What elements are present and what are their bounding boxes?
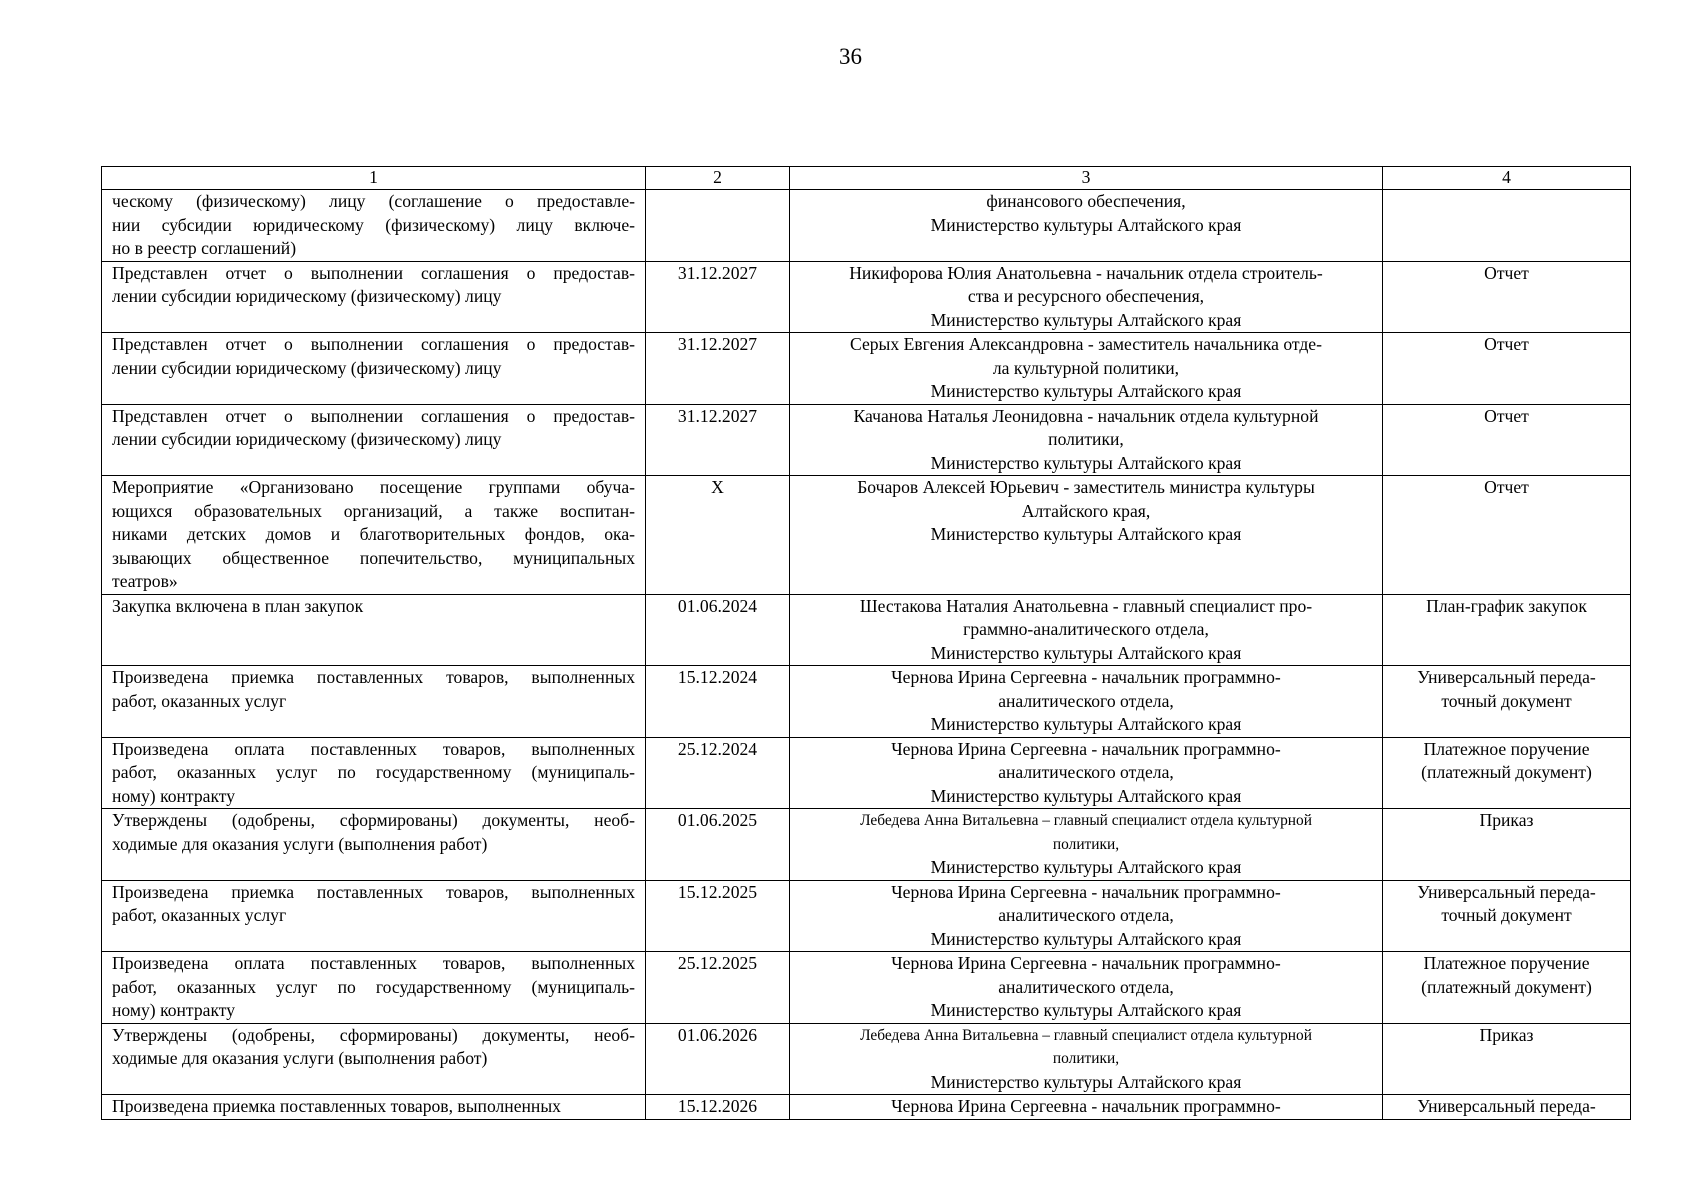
header-col-2: 2 bbox=[646, 167, 790, 190]
date-cell bbox=[646, 404, 790, 476]
cell-line: Министерство культуры Алтайского края bbox=[930, 524, 1242, 544]
header-col-1: 1 bbox=[102, 167, 646, 190]
activity-cell bbox=[102, 666, 646, 738]
activity-cell bbox=[102, 404, 646, 476]
table-row bbox=[102, 880, 1631, 952]
cell-line: Произведена оплата поставленных товаров, выполненных bbox=[112, 953, 635, 973]
table-row bbox=[102, 666, 1631, 738]
date-cell bbox=[646, 476, 790, 595]
date-cell bbox=[646, 594, 790, 666]
document-cell bbox=[1383, 333, 1631, 405]
cell-line: никами детских домов и благотворительных фондов, ока- bbox=[112, 524, 635, 544]
responsible-cell bbox=[790, 952, 1383, 1024]
cell-line: Чернова Ирина Сергеевна - начальник программно- bbox=[891, 953, 1281, 973]
cell-line: Утверждены (одобрены, сформированы) документы, необ- bbox=[112, 1024, 635, 1045]
activity-cell bbox=[102, 333, 646, 405]
cell-line: граммно-аналитического отдела, bbox=[963, 619, 1209, 639]
cell-line: финансового обеспечения, bbox=[986, 191, 1186, 211]
cell-line: но в реестр соглашений) bbox=[112, 238, 297, 258]
activity-cell bbox=[102, 952, 646, 1024]
document-cell bbox=[1383, 1095, 1631, 1120]
cell-line: Бочаров Алексей Юрьевич - заместитель министра культуры bbox=[857, 477, 1315, 497]
cell-line: Серых Евгения Александровна - заместитель начальника отде- bbox=[850, 334, 1322, 354]
cell-line: Лебедева Анна Витальевна – главный специалист отдела культурной bbox=[860, 812, 1312, 829]
date-text: 31.12.2027 bbox=[677, 262, 758, 283]
date-text: 15.12.2026 bbox=[677, 1096, 758, 1116]
cell-line: точный документ bbox=[1441, 690, 1572, 711]
page-number: 36 bbox=[839, 44, 862, 69]
date-text: 31.12.2027 bbox=[677, 405, 758, 426]
activity-cell bbox=[102, 594, 646, 666]
date-cell bbox=[646, 333, 790, 405]
header-col-3: 3 bbox=[790, 167, 1383, 190]
cell-line: Утверждены (одобрены, сформированы) документы, необ- bbox=[112, 810, 635, 830]
responsible-cell bbox=[790, 190, 1383, 262]
responsible-cell bbox=[790, 880, 1383, 952]
responsible-cell bbox=[790, 1095, 1383, 1120]
table-row bbox=[102, 952, 1631, 1024]
cell-line: Министерство культуры Алтайского края bbox=[930, 714, 1242, 734]
cell-line: Министерство культуры Алтайского края bbox=[930, 214, 1242, 235]
cell-line: ства и ресурсного обеспечения, bbox=[967, 286, 1205, 306]
responsible-cell bbox=[790, 333, 1383, 405]
cell-line: аналитического отдела, bbox=[998, 690, 1174, 711]
cell-line: Министерство культуры Алтайского края bbox=[930, 1071, 1242, 1092]
activity-cell bbox=[102, 1023, 646, 1095]
cell-line: Министерство культуры Алтайского края bbox=[930, 452, 1242, 473]
cell-line: Универсальный переда- bbox=[1417, 881, 1596, 902]
cell-line: Чернова Ирина Сергеевна - начальник программно- bbox=[891, 881, 1281, 902]
cell-line: ющихся образовательных организаций, а также воспитан- bbox=[112, 500, 635, 521]
table-row bbox=[102, 1023, 1631, 1095]
document-cell bbox=[1383, 952, 1631, 1024]
cell-line: Произведена приемка поставленных товаров, выполненных bbox=[112, 1096, 561, 1116]
cell-line: ному) контракту bbox=[112, 785, 236, 806]
date-text: X bbox=[711, 477, 724, 497]
cell-line: ла культурной политики, bbox=[992, 357, 1180, 378]
responsible-cell bbox=[790, 594, 1383, 666]
cell-line: Представлен отчет о выполнении соглашения о предостав- bbox=[112, 405, 635, 426]
cell-line: Приказ bbox=[1479, 1024, 1534, 1045]
cell-line: работ, оказанных услуг bbox=[112, 690, 287, 711]
cell-line: ному) контракту bbox=[112, 1000, 236, 1020]
responsible-cell bbox=[790, 666, 1383, 738]
table-row bbox=[102, 333, 1631, 405]
cell-line: Чернова Ирина Сергеевна - начальник программно- bbox=[891, 738, 1281, 759]
document-cell bbox=[1383, 190, 1631, 262]
date-cell bbox=[646, 737, 790, 809]
cell-line: аналитического отдела, bbox=[998, 905, 1174, 925]
date-text: 25.12.2024 bbox=[677, 738, 758, 759]
cell-line: Произведена приемка поставленных товаров, выполненных bbox=[112, 881, 635, 902]
date-text: 01.06.2024 bbox=[677, 595, 758, 616]
document-cell bbox=[1383, 1023, 1631, 1095]
cell-line: Отчет bbox=[1484, 477, 1529, 497]
cell-line: Представлен отчет о выполнении соглашения о предостав- bbox=[112, 262, 635, 283]
cell-line: Приказ bbox=[1479, 810, 1534, 830]
activity-cell bbox=[102, 190, 646, 262]
cell-line: Министерство культуры Алтайского края bbox=[930, 309, 1242, 330]
responsible-cell bbox=[790, 261, 1383, 333]
table-body bbox=[102, 190, 1631, 1120]
cell-line: Чернова Ирина Сергеевна - начальник программно- bbox=[891, 667, 1281, 687]
document-cell bbox=[1383, 880, 1631, 952]
cell-line: лении субсидии юридическому (физическому) лицу bbox=[112, 286, 502, 306]
document-cell bbox=[1383, 666, 1631, 738]
cell-line: (платежный документ) bbox=[1421, 762, 1592, 782]
date-text: 15.12.2024 bbox=[677, 667, 758, 687]
cell-line: Отчет bbox=[1484, 262, 1529, 283]
cell-line: работ, оказанных услуг по государственному (муниципаль- bbox=[112, 976, 635, 997]
date-cell bbox=[646, 880, 790, 952]
activity-cell bbox=[102, 476, 646, 595]
cell-line: ходимые для оказания услуги (выполнения работ) bbox=[112, 1048, 488, 1068]
cell-line: Министерство культуры Алтайского края bbox=[930, 928, 1242, 949]
cell-line: зывающих общественное попечительство, муниципальных bbox=[112, 547, 635, 568]
cell-line: работ, оказанных услуг по государственному (муниципаль- bbox=[112, 762, 635, 782]
date-text: 01.06.2026 bbox=[677, 1024, 758, 1045]
document-cell bbox=[1383, 594, 1631, 666]
date-text: 25.12.2025 bbox=[677, 953, 758, 973]
cell-line: ческому (физическому) лицу (соглашение о предоставле- bbox=[112, 191, 635, 211]
cell-line: работ, оказанных услуг bbox=[112, 905, 287, 925]
cell-line: Министерство культуры Алтайского края bbox=[930, 785, 1242, 806]
cell-line: Никифорова Юлия Анатольевна - начальник отдела строитель- bbox=[849, 262, 1323, 283]
table-row bbox=[102, 404, 1631, 476]
cell-line: политики, bbox=[1052, 835, 1120, 853]
cell-line: Чернова Ирина Сергеевна - начальник программно- bbox=[891, 1096, 1281, 1116]
cell-line: Министерство культуры Алтайского края bbox=[930, 857, 1242, 877]
table-row bbox=[102, 737, 1631, 809]
document-cell bbox=[1383, 737, 1631, 809]
cell-line: Лебедева Анна Витальевна – главный специалист отдела культурной bbox=[860, 1026, 1312, 1044]
date-cell bbox=[646, 190, 790, 262]
cell-line: аналитического отдела, bbox=[998, 762, 1174, 782]
cell-line: ходимые для оказания услуги (выполнения работ) bbox=[112, 833, 488, 854]
date-cell bbox=[646, 261, 790, 333]
activity-cell bbox=[102, 1095, 646, 1120]
document-cell bbox=[1383, 476, 1631, 595]
cell-line: политики, bbox=[1052, 1050, 1120, 1067]
responsible-cell bbox=[790, 809, 1383, 881]
cell-line: Представлен отчет о выполнении соглашения о предостав- bbox=[112, 334, 635, 354]
responsible-cell bbox=[790, 476, 1383, 595]
cell-line: Отчет bbox=[1484, 405, 1529, 426]
cell-line: Министерство культуры Алтайского края bbox=[930, 1000, 1242, 1020]
cell-line: Произведена приемка поставленных товаров, выполненных bbox=[112, 667, 635, 687]
cell-line: План-график закупок bbox=[1426, 595, 1587, 616]
date-cell bbox=[646, 952, 790, 1024]
responsible-cell bbox=[790, 1023, 1383, 1095]
cell-line: Произведена оплата поставленных товаров, выполненных bbox=[112, 738, 635, 759]
plan-table bbox=[101, 166, 1631, 1120]
responsible-cell bbox=[790, 404, 1383, 476]
date-text: 15.12.2025 bbox=[677, 881, 758, 902]
date-cell bbox=[646, 809, 790, 881]
cell-line: лении субсидии юридическому (физическому) лицу bbox=[112, 357, 502, 378]
table-row bbox=[102, 809, 1631, 881]
cell-line: Министерство культуры Алтайского края bbox=[930, 381, 1242, 401]
table-row bbox=[102, 476, 1631, 595]
cell-line: Отчет bbox=[1484, 334, 1529, 354]
cell-line: Универсальный переда- bbox=[1417, 667, 1596, 687]
date-text: 31.12.2027 bbox=[677, 334, 758, 354]
cell-line: Министерство культуры Алтайского края bbox=[930, 642, 1242, 663]
activity-cell bbox=[102, 809, 646, 881]
document-cell bbox=[1383, 404, 1631, 476]
cell-line: Закупка включена в план закупок bbox=[112, 595, 364, 616]
date-cell bbox=[646, 1095, 790, 1120]
cell-line: Платежное поручение bbox=[1423, 953, 1590, 973]
cell-line: Качанова Наталья Леонидовна - начальник отдела культурной bbox=[853, 405, 1319, 426]
table-row bbox=[102, 261, 1631, 333]
cell-line: театров» bbox=[112, 571, 178, 591]
cell-line: политики, bbox=[1048, 429, 1124, 449]
date-cell bbox=[646, 1023, 790, 1095]
activity-cell bbox=[102, 737, 646, 809]
responsible-cell bbox=[790, 737, 1383, 809]
table-row bbox=[102, 190, 1631, 262]
activity-cell bbox=[102, 261, 646, 333]
header-row bbox=[102, 167, 1631, 190]
cell-line: Алтайского края, bbox=[1021, 500, 1151, 521]
activity-cell bbox=[102, 880, 646, 952]
date-text: 01.06.2025 bbox=[677, 810, 758, 830]
document-cell bbox=[1383, 261, 1631, 333]
cell-line: точный документ bbox=[1441, 905, 1572, 925]
document-cell bbox=[1383, 809, 1631, 881]
header-col-4: 4 bbox=[1383, 167, 1631, 190]
table-row bbox=[102, 594, 1631, 666]
cell-line: Мероприятие «Организовано посещение группами обуча- bbox=[112, 477, 635, 497]
cell-line: аналитического отдела, bbox=[998, 976, 1174, 997]
cell-line: (платежный документ) bbox=[1421, 976, 1592, 997]
table-row bbox=[102, 1095, 1631, 1120]
date-cell bbox=[646, 666, 790, 738]
cell-line: Платежное поручение bbox=[1423, 738, 1590, 759]
cell-line: лении субсидии юридическому (физическому) лицу bbox=[112, 429, 502, 449]
cell-line: Шестакова Наталия Анатольевна - главный специалист про- bbox=[859, 595, 1313, 616]
cell-line: нии субсидии юридическому (физическому) лицу включе- bbox=[112, 214, 635, 235]
cell-line: Универсальный переда- bbox=[1417, 1096, 1596, 1116]
